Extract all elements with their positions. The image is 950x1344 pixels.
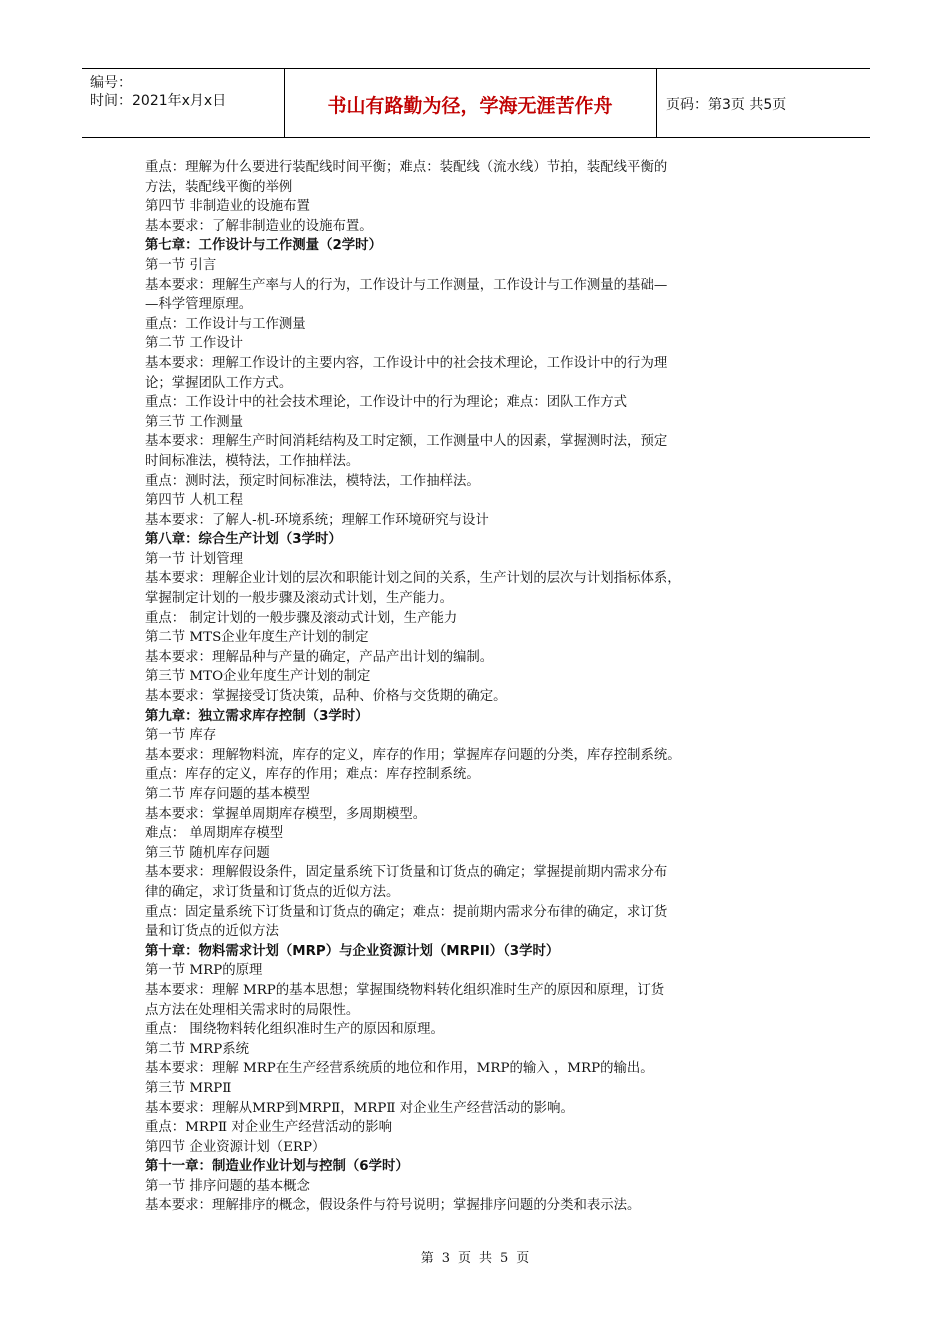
text-line: 基本要求：理解物料流，库存的定义，库存的作用；掌握库存问题的分类，库存控制系统。 [145, 747, 681, 763]
text-line: 基本要求：了解人-机-环境系统；理解工作环境研究与设计 [145, 512, 489, 528]
header-page-cell [656, 69, 870, 137]
text-line: 基本要求：理解假设条件，固定量系统下订货量和订货点的确定；掌握提前期内需求分布 [145, 865, 668, 881]
text-line: 难点： 单周期库存模型 [145, 826, 284, 842]
text-line: 基本要求：理解工作设计的主要内容，工作设计中的社会技术理论，工作设计中的行为理 [145, 355, 668, 371]
text-line: 第三节 MTO企业年度生产计划的制定 [145, 669, 371, 685]
text-line: 第三节 工作测量 [145, 414, 243, 430]
text-line: 基本要求：掌握接受订货决策，品种、价格与交货期的确定。 [145, 689, 507, 705]
text-line: 第一节 排序问题的基本概念 [145, 1178, 310, 1194]
footer-total-pages: 5 [500, 1251, 509, 1266]
footer-prefix: 第 [420, 1251, 434, 1266]
footer-total-prefix: 共 [479, 1251, 493, 1266]
text-line: 论；掌握团队工作方式。 [145, 375, 293, 391]
text-line: 第二节 工作设计 [145, 336, 243, 352]
header-info-cell [82, 69, 285, 137]
text-line: 重点：库存的定义，库存的作用；难点：库存控制系统。 [145, 767, 480, 783]
text-line: 律的确定，求订货量和订货点的近似方法。 [145, 884, 400, 900]
text-line: 第三节 随机库存问题 [145, 845, 270, 861]
text-line: 基本要求：理解品种与产量的确定，产品产出计划的编制。 [145, 649, 494, 665]
document-time-label: 时间：2021年x月x日 [90, 93, 227, 109]
chapter-heading: 第九章：独立需求库存控制（3学时） [145, 708, 369, 724]
footer-current-page: 3 [441, 1251, 450, 1266]
text-line: 第一节 MRP的原理 [145, 963, 263, 979]
text-line: 第四节 非制造业的设施布置 [145, 199, 310, 215]
text-line: 基本要求：了解非制造业的设施布置。 [145, 218, 373, 234]
text-line: 第四节 人机工程 [145, 493, 243, 509]
text-line: 点方法在处理相关需求时的局限性。 [145, 1002, 360, 1018]
text-line: 第一节 库存 [145, 728, 217, 744]
chapter-heading: 第七章：工作设计与工作测量（2学时） [145, 238, 382, 254]
header-page-info: 页码：第3页 共5页 [666, 97, 787, 113]
text-line: 重点： 围绕物料转化组织准时生产的原因和原理。 [145, 1022, 444, 1038]
text-line: 基本要求：掌握单周期库存模型，多周期模型。 [145, 806, 427, 822]
text-line: 第二节 MRP系统 [145, 1041, 250, 1057]
text-line: 重点：测时法，预定时间标准法，模特法，工作抽样法。 [145, 473, 480, 489]
page-footer [0, 1247, 950, 1266]
text-line: 基本要求：理解排序的概念，假设条件与符号说明；掌握排序问题的分类和表示法。 [145, 1198, 641, 1214]
header-motto-cell [284, 69, 657, 137]
footer-page-word: 页 [457, 1251, 471, 1266]
text-line: 重点：MRPⅡ 对企业生产经营活动的影响 [145, 1120, 393, 1136]
footer-suffix: 页 [516, 1251, 530, 1266]
text-line: 第二节 库存问题的基本模型 [145, 787, 310, 802]
document-body [145, 158, 805, 1216]
text-line: 基本要求：理解生产率与人的行为，工作设计与工作测量，工作设计与工作测量的基础— [145, 277, 668, 293]
text-line: 第一节 引言 [145, 257, 217, 273]
text-line: 重点：工作设计中的社会技术理论，工作设计中的行为理论；难点：团队工作方式 [145, 395, 628, 411]
text-line: 重点：理解为什么要进行装配线时间平衡；难点：装配线（流水线）节拍，装配线平衡的 [145, 160, 668, 175]
page-header [82, 68, 870, 138]
text-line: 重点：工作设计与工作测量 [145, 316, 306, 332]
text-line: 基本要求：理解 MRP的基本思想；掌握围绕物料转化组织准时生产的原因和原理，订货 [145, 982, 665, 998]
text-line: 基本要求：理解生产时间消耗结构及工时定额，工作测量中人的因素，掌握测时法，预定 [145, 434, 668, 450]
text-line: 第三节 MRPⅡ [145, 1080, 232, 1096]
text-line: 重点： 制定计划的一般步骤及滚动式计划，生产能力 [145, 610, 458, 626]
text-line: 基本要求：理解从MRP到MRPⅡ，MRPⅡ 对企业生产经营活动的影响。 [145, 1100, 574, 1116]
text-line: 第一节 计划管理 [145, 551, 243, 567]
text-line: 时间标准法，模特法，工作抽样法。 [145, 453, 360, 469]
text-line: 基本要求：理解 MRP在生产经营系统质的地位和作用，MRP的输入 ，MRP的输出。 [145, 1061, 654, 1077]
text-line: —科学管理原理。 [145, 297, 253, 313]
text-line: 基本要求：理解企业计划的层次和职能计划之间的关系，生产计划的层次与计划指标体系， [145, 571, 681, 587]
chapter-heading: 第十一章：制造业作业计划与控制（6学时） [145, 1159, 409, 1175]
text-line: 第二节 MTS企业年度生产计划的制定 [145, 630, 369, 646]
chapter-heading: 第八章：综合生产计划（3学时） [145, 532, 342, 548]
text-line: 掌握制定计划的一般步骤及滚动式计划，生产能力。 [145, 591, 453, 607]
document-number-label: 编号： [90, 75, 132, 91]
text-line: 第四节 企业资源计划（ERP） [145, 1139, 326, 1155]
text-line: 重点：固定量系统下订货量和订货点的确定；难点：提前期内需求分布律的确定，求订货 [145, 904, 668, 920]
text-line: 量和订货点的近似方法 [145, 924, 279, 940]
header-motto: 书山有路勤为径，学海无涯苦作舟 [327, 95, 613, 117]
text-line: 方法，装配线平衡的举例 [145, 179, 293, 195]
chapter-heading: 第十章：物料需求计划（MRP）与企业资源计划（MRPII）（3学时） [145, 943, 560, 959]
